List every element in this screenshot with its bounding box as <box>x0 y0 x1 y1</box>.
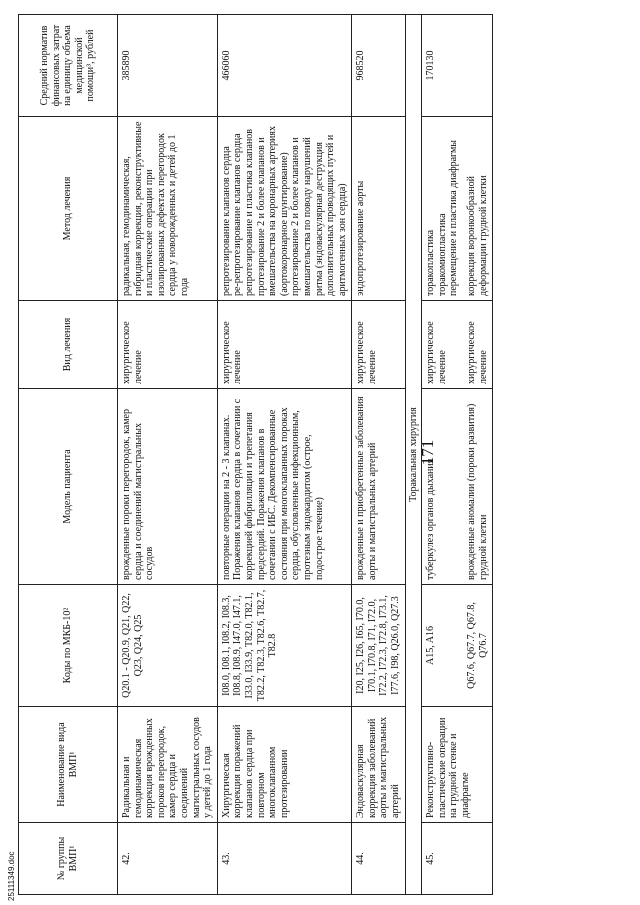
row-cost: 385890 <box>118 15 218 117</box>
col-header-codes: Коды по МКБ-10² <box>19 585 118 707</box>
row-method <box>217 117 352 301</box>
col-header-cost: Средний норматив финансовых затрат на единицу объема медицинской помощи³, рублей <box>19 15 118 117</box>
col-header-name: Наименование вида ВМП¹ <box>19 707 118 823</box>
col-header-model: Модель пациента <box>19 389 118 585</box>
row-cost: 170130 <box>422 15 493 117</box>
table-row <box>217 15 352 895</box>
method-line: перемещение и пластика диафрагмы <box>448 139 460 296</box>
method-line: торакопластика <box>425 229 437 296</box>
row-name: Хирургическая коррекция поражений клапанов сердца при повторном многоклапанном протезировании <box>217 707 352 823</box>
col-header-num: № группы ВМП¹ <box>19 823 118 895</box>
row-codes: I08.0, I08.1, I08.2, I08.3, I08.8, I08.9, I47.0, I47.1, I33.0, I33.9, T82.0, T82.1, T82.2, T82.3, T82.6, T82.7, T82.8 <box>217 585 352 707</box>
row-num: 45. <box>422 823 493 895</box>
row-cost: 466060 <box>217 15 352 117</box>
row-model: врожденные пороки перегородок, камер сердца и соединений магистральных сосудов <box>118 389 218 585</box>
row-codes: Q20.1 - Q20.9, Q21, Q22, Q23, Q24, Q25 <box>118 585 218 707</box>
row-codes: Q67.6, Q67.7, Q67.8, Q76.7 <box>463 585 493 707</box>
row-codes: I20, I25, I26, I65, I70.0, I70.1, I70.8, I71, I72.0, I72.2, I72.3, I72.8, I73.1, I77.6, I98, Q26.0, Q27.3 <box>352 585 405 707</box>
method-line: протезирование 2 и более клапанов и вмешательства по поводу нарушений ритма (эндоваскулярная деструкция дополнительных проводящих путей и аритмогенных зон сердца) <box>290 134 348 296</box>
table-header-row <box>19 15 118 895</box>
col-header-method: Метод лечения <box>19 117 118 301</box>
row-name: Эндоваскулярная коррекция заболеваний аорты и магистральных артерий <box>352 707 405 823</box>
row-cost: 968520 <box>352 15 405 117</box>
row-model: врожденные аномалии (пороки развития) грудной клетки <box>463 389 493 585</box>
row-num: 44. <box>352 823 405 895</box>
page-number: 171 <box>418 439 437 466</box>
row-name: Реконструктивно-пластические операции на грудной стенке и диафрагме <box>422 707 493 823</box>
method-line: ре-репротезирование клапанов сердца <box>232 133 244 296</box>
method-line: протезирование 2 и более клапанов и вмешательства на коронарных артериях (аортокоронарное шунтирование) <box>255 126 290 296</box>
row-type: хирургическое лечение <box>118 301 218 389</box>
table-row <box>118 15 218 895</box>
method-line: коррекция воронкообразной деформации грудной клетки <box>466 175 489 296</box>
row-type: хирургическое лечение <box>217 301 352 389</box>
row-codes: A15, A16 <box>422 585 463 707</box>
section-title: Торакальная хирургия <box>405 15 422 895</box>
row-num: 42. <box>118 823 218 895</box>
row-method: радикальная, гемодинамическая, гибридная коррекция, реконструктивные и пластические операции при изолированных дефектах перегородок сердца у новорожденных и детей до 1 года <box>118 117 218 301</box>
row-method: эндопротезирование аорты <box>352 117 405 301</box>
row-name: Радикальная и гемодинамическая коррекция врожденных пороков перегородок, камер сердца и соединений магистральных сосудов у детей до 1 года <box>118 707 218 823</box>
row-type: хирургическое лечение <box>352 301 405 389</box>
col-header-type: Вид лечения <box>19 301 118 389</box>
row-type: хирургическое лечение <box>463 301 493 389</box>
row-type: хирургическое лечение <box>422 301 463 389</box>
method-line: репротезирование и пластика клапанов <box>243 128 255 296</box>
row-num: 43. <box>217 823 352 895</box>
row-model: врожденные и приобретенные заболевания аорты и магистральных артерий <box>352 389 405 585</box>
method-line: репротезирование клапанов сердца <box>220 146 232 296</box>
row-model: туберкулез органов дыхания <box>422 389 463 585</box>
method-line: торакомиопластика <box>436 213 448 296</box>
table-row <box>352 15 405 895</box>
row-method <box>463 117 493 301</box>
row-model: повторные операции на 2 - 3 клапанах. Поражения клапанов сердца в сочетании с коррекцией фибрилляции и трепетания предсердий. Поражения клапанов в сочетании с ИБС. Декомпенсированные состояния при многоклапанных пороках сердца, обусловленные инфекционным, протезным эндокардитом (острое, подострое течение) <box>217 389 352 585</box>
footer-filename: 25111349.doc <box>7 851 16 901</box>
